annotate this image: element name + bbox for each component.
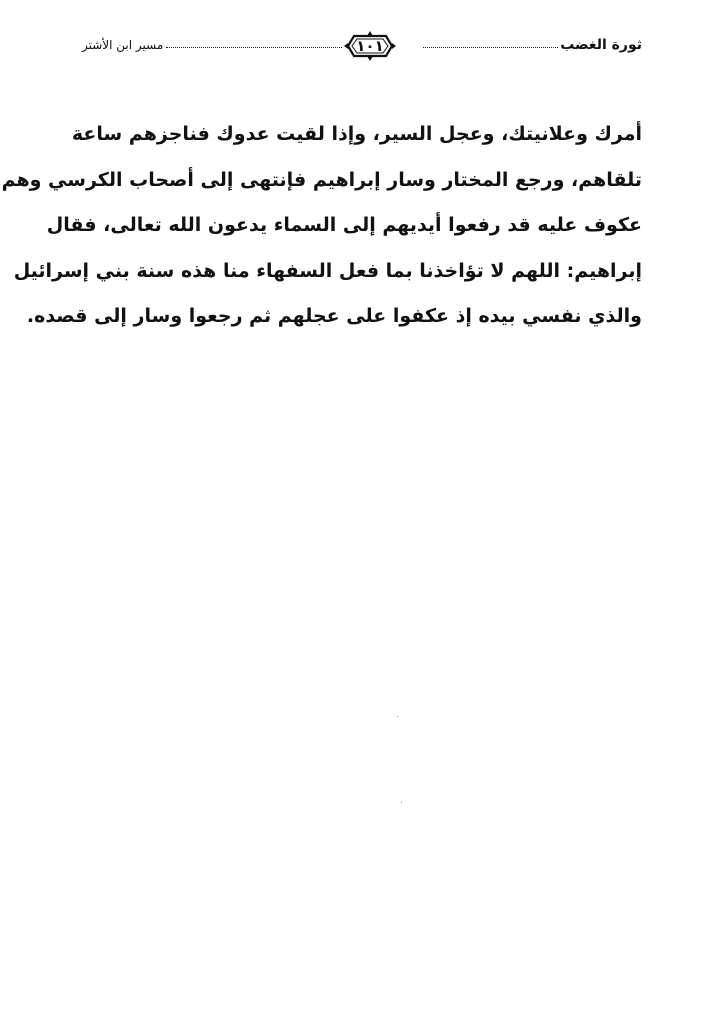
section-title: مسير ابن الأشتر <box>82 38 164 52</box>
text-line: إبراهيم: اللهم لا تؤاخذنا بما فعل السفهاء منا هذه سنة بني إسرائيل <box>13 259 642 282</box>
scan-speck <box>401 802 402 803</box>
header-dotted-leader <box>166 47 342 48</box>
chapter-title: ثورة الغضب <box>560 37 642 53</box>
scan-speck <box>397 716 398 717</box>
page-number-badge <box>344 30 396 62</box>
page-number: ١٠١ <box>356 37 384 55</box>
header-dotted-leader <box>423 47 558 48</box>
text-line: تلقاهم، ورجع المختار وسار إبراهيم فإنتهى إلى أصحاب الكرسي وهم <box>1 168 642 191</box>
body-paragraph <box>1 112 642 340</box>
running-header <box>82 30 642 62</box>
text-line: عكوف عليه قد رفعوا أيديهم إلى السماء يدعون الله تعالى، فقال <box>46 214 642 236</box>
text-line: أمرك وعلانيتك، وعجل السير، وإذا لقيت عدوك فناجزهم ساعة <box>71 123 642 145</box>
text-line: والذي نفسي بيده إذ عكفوا على عجلهم ثم رجعوا وسار إلى قصده. <box>26 305 642 327</box>
